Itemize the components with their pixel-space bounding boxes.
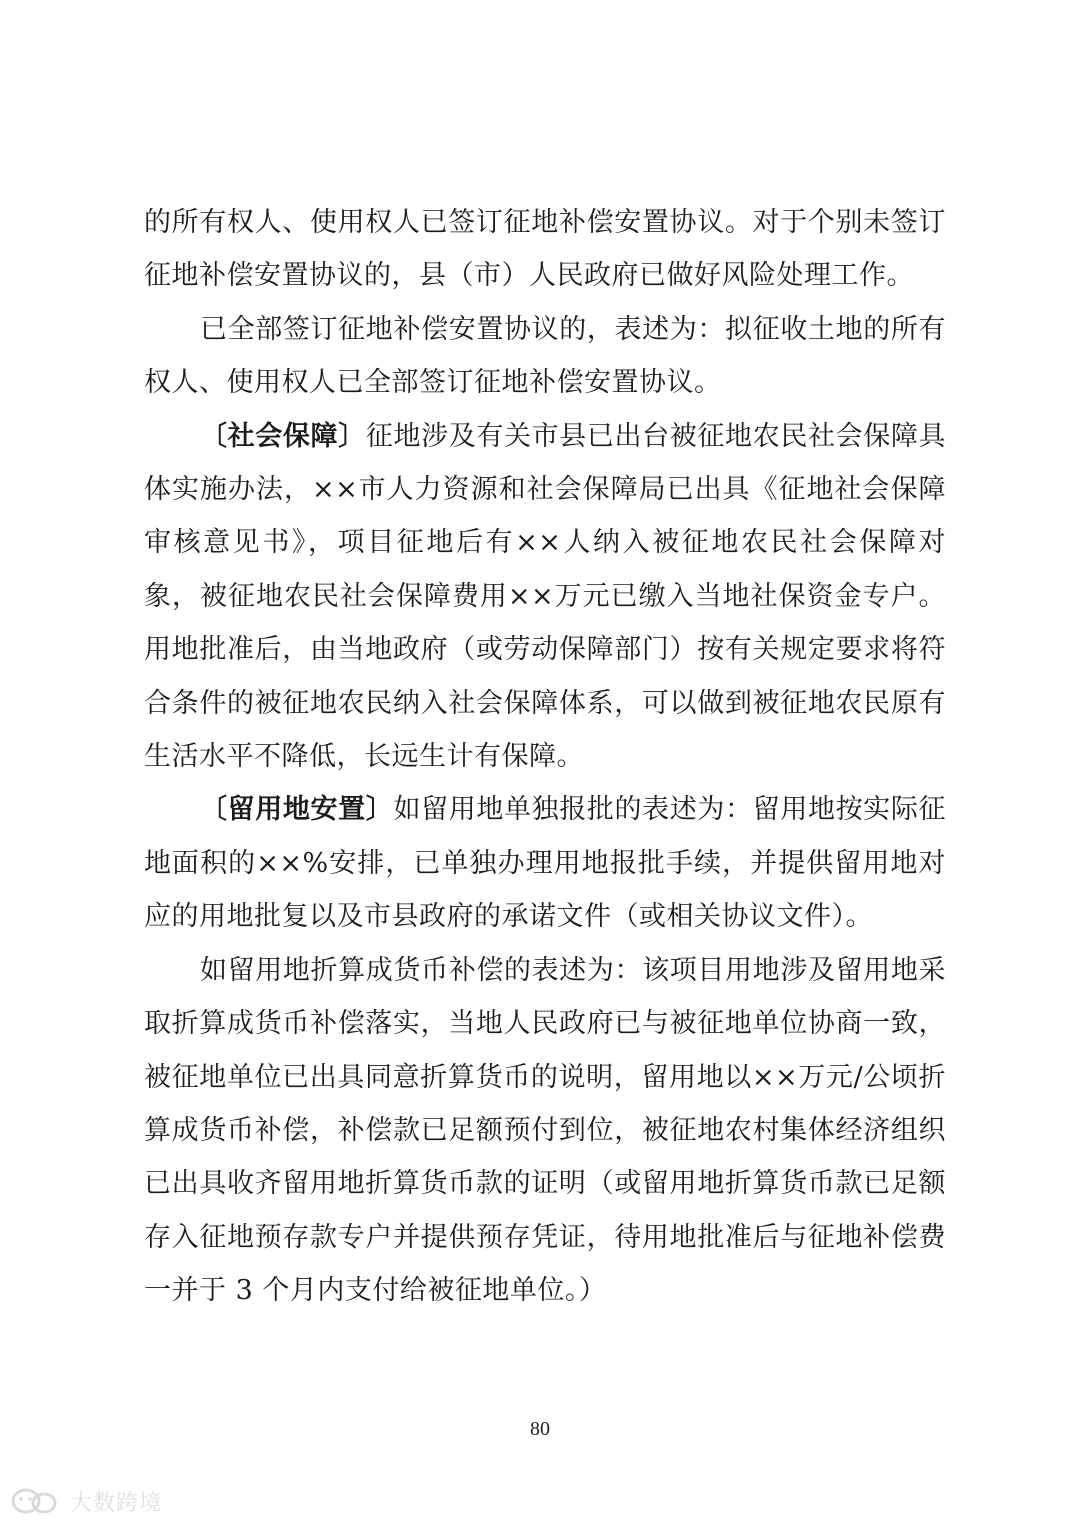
document-body <box>144 196 946 1318</box>
paragraph-3-text: 征地涉及有关市县已出台被征地农民社会保障具体实施办法，××市人力资源和社会保障局已出具《征地社会保障审核意见书》，项目征地后有××人纳入被征地农民社会保障对象，被征地农民社会保障费用××万元已缴入当地社保资金专户。用地批准后，由当地政府（或劳动保障部门）按有关规定要求将符合条件的被征地农民纳入社会保障体系，可以做到被征地农民原有生活水平不降低，长远生计有保障。 <box>144 420 947 773</box>
paragraph-5 <box>144 944 946 1318</box>
paragraph-1 <box>144 196 946 303</box>
wechat-logo-icon <box>8 1486 66 1516</box>
paragraph-social-security <box>144 410 946 784</box>
paragraph-2-text: 已全部签订征地补偿安置协议的，表述为：拟征收土地的所有权人、使用权人已全部签订征地补偿安置协议。 <box>144 313 946 399</box>
paragraph-1-text: 的所有权人、使用权人已签订征地补偿安置协议。对于个别未签订征地补偿安置协议的，县（市）人民政府已做好风险处理工作。 <box>144 207 946 292</box>
section-heading-reserved-land: 〔留用地安置〕 <box>200 794 394 826</box>
watermark-text: 大数跨境 <box>70 1490 163 1516</box>
paragraph-4-text: 如留用地单独报批的表述为：留用地按实际征地面积的××%安排，已单独办理用地报批手续，并提供留用地对应的用地批复以及市县政府的承诺文件（或相关协议文件）。 <box>144 794 947 933</box>
watermark <box>8 1484 162 1518</box>
paragraph-5-text: 如留用地折算成货币补偿的表述为：该项目用地涉及留用地采取折算成货币补偿落实，当地人民政府已与被征地单位协商一致，被征地单位已出具同意折算货币的说明，留用地以××万元/公顷折算成货币补偿，补偿款已足额预付到位，被征地农村集体经济组织已出具收齐留用地折算货币款的证明（或留用地折算货币款已足额存入征地预存款专户并提供预存凭证，待用地批准后与征地补偿费一并于 3 个月内支付给被征地单位。） <box>144 954 946 1307</box>
paragraph-2 <box>144 303 946 410</box>
page-number: 80 <box>530 1418 550 1440</box>
section-heading-social-security: 〔社会保障〕 <box>200 420 366 452</box>
paragraph-reserved-land <box>144 783 946 943</box>
